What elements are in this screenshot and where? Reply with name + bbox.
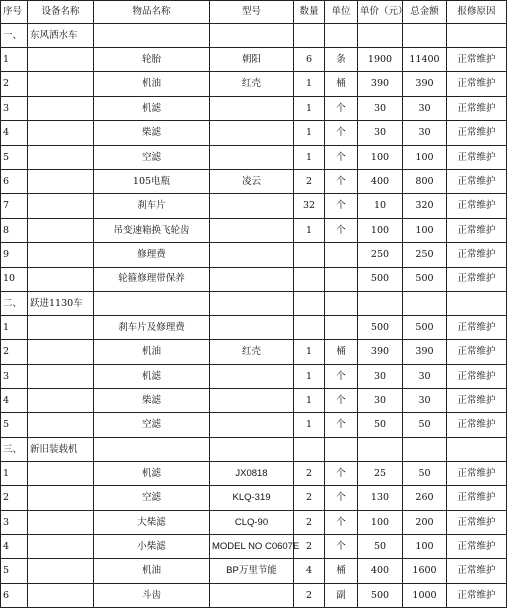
equipment-cell: [28, 364, 94, 388]
quantity-cell: 1: [294, 218, 325, 242]
item-name-cell: 刹车片: [94, 194, 210, 218]
item-name-cell: 修理费: [94, 243, 210, 267]
table-row: [1, 559, 507, 583]
item-name-cell: 机滤: [94, 461, 210, 485]
repair-reason-cell: 正常维护: [447, 535, 507, 559]
header-seq: 序号: [1, 1, 28, 24]
item-name-cell: 小柴滤: [94, 535, 210, 559]
model-cell: [210, 364, 294, 388]
empty-cell: [358, 24, 403, 48]
quantity-cell: [294, 267, 325, 291]
repair-reason-cell: 正常维护: [447, 510, 507, 534]
repair-reason-cell: 正常维护: [447, 583, 507, 607]
row-number: 5: [1, 413, 28, 437]
empty-cell: [447, 437, 507, 461]
quantity-cell: 1: [294, 145, 325, 169]
table-row: [1, 121, 507, 145]
row-number: 4: [1, 389, 28, 413]
unit-price-cell: 25: [358, 461, 403, 485]
model-cell: 红壳: [210, 72, 294, 96]
unit-cell: 副: [325, 583, 358, 607]
repair-reason-cell: 正常维护: [447, 413, 507, 437]
unit-price-cell: 10: [358, 194, 403, 218]
unit-cell: 桶: [325, 340, 358, 364]
unit-price-cell: 30: [358, 364, 403, 388]
item-name-cell: 105电瓶: [94, 169, 210, 193]
section-number: 二、: [1, 291, 28, 315]
row-number: 1: [1, 48, 28, 72]
unit-cell: 个: [325, 218, 358, 242]
unit-cell: 个: [325, 364, 358, 388]
empty-cell: [294, 291, 325, 315]
equipment-cell: [28, 194, 94, 218]
equipment-cell: [28, 413, 94, 437]
unit-price-cell: 400: [358, 169, 403, 193]
model-cell: [210, 413, 294, 437]
row-number: 2: [1, 72, 28, 96]
repair-reason-cell: 正常维护: [447, 72, 507, 96]
row-number: 3: [1, 510, 28, 534]
quantity-cell: 1: [294, 389, 325, 413]
total-amount-cell: 1600: [403, 559, 447, 583]
repair-reason-cell: 正常维护: [447, 486, 507, 510]
model-cell: [210, 389, 294, 413]
total-amount-cell: 1000: [403, 583, 447, 607]
repair-reason-cell: 正常维护: [447, 364, 507, 388]
table-row: [1, 364, 507, 388]
repair-reason-cell: 正常维护: [447, 145, 507, 169]
model-cell: [210, 145, 294, 169]
equipment-cell: [28, 583, 94, 607]
equipment-cell: [28, 510, 94, 534]
item-name-cell: 柴滤: [94, 121, 210, 145]
empty-cell: [94, 24, 210, 48]
model-cell: KLQ-319: [210, 486, 294, 510]
quantity-cell: 2: [294, 535, 325, 559]
row-number: 6: [1, 583, 28, 607]
empty-cell: [447, 291, 507, 315]
quantity-cell: 32: [294, 194, 325, 218]
total-amount-cell: 500: [403, 315, 447, 339]
total-amount-cell: 800: [403, 169, 447, 193]
equipment-cell: [28, 169, 94, 193]
repair-reason-cell: 正常维护: [447, 340, 507, 364]
quantity-cell: [294, 243, 325, 267]
unit-cell: 桶: [325, 72, 358, 96]
header-equipment: 设备名称: [28, 1, 94, 24]
item-name-cell: 机滤: [94, 364, 210, 388]
section-name: 东风洒水车: [28, 24, 94, 48]
quantity-cell: 1: [294, 121, 325, 145]
unit-price-cell: 400: [358, 559, 403, 583]
row-number: 7: [1, 194, 28, 218]
unit-cell: 个: [325, 169, 358, 193]
total-amount-cell: 30: [403, 364, 447, 388]
unit-cell: [325, 243, 358, 267]
total-amount-cell: 320: [403, 194, 447, 218]
unit-cell: 条: [325, 48, 358, 72]
quantity-cell: 2: [294, 583, 325, 607]
empty-cell: [210, 24, 294, 48]
model-cell: [210, 243, 294, 267]
unit-cell: 个: [325, 194, 358, 218]
total-amount-cell: 100: [403, 535, 447, 559]
header-model: 型号: [210, 1, 294, 24]
unit-price-cell: 130: [358, 486, 403, 510]
quantity-cell: 1: [294, 72, 325, 96]
unit-cell: 个: [325, 486, 358, 510]
model-cell: 朝阳: [210, 48, 294, 72]
repair-reason-cell: 正常维护: [447, 218, 507, 242]
header-qty: 数量: [294, 1, 325, 24]
repair-reason-cell: 正常维护: [447, 243, 507, 267]
model-cell: [210, 583, 294, 607]
total-amount-cell: 390: [403, 340, 447, 364]
header-unit: 单位: [325, 1, 358, 24]
unit-price-cell: 1900: [358, 48, 403, 72]
quantity-cell: 1: [294, 96, 325, 120]
row-number: 5: [1, 145, 28, 169]
empty-cell: [94, 291, 210, 315]
repair-reason-cell: 正常维护: [447, 559, 507, 583]
row-number: 8: [1, 218, 28, 242]
total-amount-cell: 100: [403, 145, 447, 169]
header-price: 单价（元）: [358, 1, 403, 24]
quantity-cell: 1: [294, 340, 325, 364]
empty-cell: [94, 437, 210, 461]
row-number: 10: [1, 267, 28, 291]
unit-price-cell: 30: [358, 389, 403, 413]
item-name-cell: 柴滤: [94, 389, 210, 413]
total-amount-cell: 200: [403, 510, 447, 534]
table-row: [1, 72, 507, 96]
quantity-cell: 1: [294, 364, 325, 388]
table-row: [1, 413, 507, 437]
item-name-cell: 机油: [94, 72, 210, 96]
repair-reason-cell: 正常维护: [447, 461, 507, 485]
item-name-cell: 轮箍修理带保养: [94, 267, 210, 291]
unit-cell: 个: [325, 121, 358, 145]
item-name-cell: 斗齿: [94, 583, 210, 607]
quantity-cell: 2: [294, 486, 325, 510]
total-amount-cell: 50: [403, 413, 447, 437]
repair-reason-cell: 正常维护: [447, 96, 507, 120]
empty-cell: [403, 437, 447, 461]
row-number: 5: [1, 559, 28, 583]
repair-reason-cell: 正常维护: [447, 48, 507, 72]
equipment-cell: [28, 267, 94, 291]
model-cell: [210, 121, 294, 145]
model-cell: [210, 96, 294, 120]
item-name-cell: 空滤: [94, 145, 210, 169]
repair-reason-cell: 正常维护: [447, 194, 507, 218]
table-row: [1, 389, 507, 413]
section-row: [1, 24, 507, 48]
unit-price-cell: 500: [358, 267, 403, 291]
unit-price-cell: 100: [358, 145, 403, 169]
row-number: 9: [1, 243, 28, 267]
total-amount-cell: 30: [403, 121, 447, 145]
empty-cell: [325, 291, 358, 315]
row-number: 2: [1, 486, 28, 510]
model-cell: CLQ-90: [210, 510, 294, 534]
equipment-cell: [28, 461, 94, 485]
total-amount-cell: 11400: [403, 48, 447, 72]
item-name-cell: 机滤: [94, 96, 210, 120]
row-number: 1: [1, 315, 28, 339]
empty-cell: [325, 24, 358, 48]
empty-cell: [210, 291, 294, 315]
equipment-cell: [28, 486, 94, 510]
equipment-cell: [28, 535, 94, 559]
section-row: [1, 291, 507, 315]
empty-cell: [358, 437, 403, 461]
table-row: [1, 315, 507, 339]
table-row: [1, 510, 507, 534]
empty-cell: [294, 437, 325, 461]
item-name-cell: 机油: [94, 340, 210, 364]
repair-reason-cell: 正常维护: [447, 315, 507, 339]
repair-reason-cell: 正常维护: [447, 267, 507, 291]
empty-cell: [325, 437, 358, 461]
row-number: 3: [1, 364, 28, 388]
unit-cell: 个: [325, 535, 358, 559]
equipment-cell: [28, 315, 94, 339]
section-name: 新旧装载机: [28, 437, 94, 461]
unit-price-cell: 30: [358, 96, 403, 120]
model-cell: [210, 315, 294, 339]
header-item: 物品名称: [94, 1, 210, 24]
empty-cell: [210, 437, 294, 461]
item-name-cell: 机油: [94, 559, 210, 583]
equipment-cell: [28, 389, 94, 413]
unit-price-cell: 30: [358, 121, 403, 145]
model-cell: [210, 218, 294, 242]
item-name-cell: 空滤: [94, 486, 210, 510]
unit-cell: [325, 267, 358, 291]
table-row: [1, 340, 507, 364]
table-row: [1, 218, 507, 242]
total-amount-cell: 30: [403, 389, 447, 413]
unit-price-cell: 500: [358, 315, 403, 339]
total-amount-cell: 100: [403, 218, 447, 242]
empty-cell: [403, 24, 447, 48]
quantity-cell: 2: [294, 461, 325, 485]
row-number: 4: [1, 535, 28, 559]
equipment-cell: [28, 48, 94, 72]
section-row: [1, 437, 507, 461]
section-number: 三、: [1, 437, 28, 461]
table-row: [1, 267, 507, 291]
total-amount-cell: 500: [403, 267, 447, 291]
unit-price-cell: 390: [358, 72, 403, 96]
row-number: 4: [1, 121, 28, 145]
unit-cell: 个: [325, 389, 358, 413]
header-total: 总金额: [403, 1, 447, 24]
equipment-cell: [28, 121, 94, 145]
unit-cell: [325, 315, 358, 339]
model-cell: BP万里节能: [210, 559, 294, 583]
equipment-cell: [28, 218, 94, 242]
unit-price-cell: 500: [358, 583, 403, 607]
total-amount-cell: 30: [403, 96, 447, 120]
unit-price-cell: 50: [358, 535, 403, 559]
quantity-cell: 1: [294, 413, 325, 437]
section-name: 跃进1130车: [28, 291, 94, 315]
unit-cell: 桶: [325, 559, 358, 583]
empty-cell: [403, 291, 447, 315]
header-row: [1, 1, 507, 24]
total-amount-cell: 390: [403, 72, 447, 96]
repair-reason-cell: 正常维护: [447, 121, 507, 145]
quantity-cell: 2: [294, 510, 325, 534]
row-number: 6: [1, 169, 28, 193]
total-amount-cell: 260: [403, 486, 447, 510]
table-row: [1, 48, 507, 72]
equipment-cell: [28, 96, 94, 120]
unit-price-cell: 50: [358, 413, 403, 437]
model-cell: MODEL NO C0607E: [210, 535, 294, 559]
model-cell: 红壳: [210, 340, 294, 364]
equipment-cell: [28, 243, 94, 267]
total-amount-cell: 50: [403, 461, 447, 485]
unit-cell: 个: [325, 510, 358, 534]
row-number: 1: [1, 461, 28, 485]
quantity-cell: 4: [294, 559, 325, 583]
equipment-cell: [28, 340, 94, 364]
total-amount-cell: 250: [403, 243, 447, 267]
equipment-cell: [28, 559, 94, 583]
unit-cell: 个: [325, 145, 358, 169]
unit-cell: 个: [325, 461, 358, 485]
header-reason: 报修原因: [447, 1, 507, 24]
table-row: [1, 535, 507, 559]
quantity-cell: [294, 315, 325, 339]
item-name-cell: 刹车片及修理费: [94, 315, 210, 339]
table-row: [1, 583, 507, 607]
table-row: [1, 194, 507, 218]
model-cell: JX0818: [210, 461, 294, 485]
item-name-cell: 吊变速箱换飞轮齿: [94, 218, 210, 242]
empty-cell: [447, 24, 507, 48]
empty-cell: [294, 24, 325, 48]
table-row: [1, 486, 507, 510]
repair-reason-cell: 正常维护: [447, 389, 507, 413]
item-name-cell: 空滤: [94, 413, 210, 437]
equipment-cell: [28, 72, 94, 96]
model-cell: [210, 194, 294, 218]
unit-price-cell: 250: [358, 243, 403, 267]
item-name-cell: 大柴滤: [94, 510, 210, 534]
model-cell: [210, 267, 294, 291]
table-row: [1, 96, 507, 120]
repair-reason-cell: 正常维护: [447, 169, 507, 193]
quantity-cell: 6: [294, 48, 325, 72]
section-number: 一、: [1, 24, 28, 48]
unit-price-cell: 100: [358, 510, 403, 534]
table-row: [1, 145, 507, 169]
table-row: [1, 461, 507, 485]
empty-cell: [358, 291, 403, 315]
table-row: [1, 169, 507, 193]
unit-cell: 个: [325, 96, 358, 120]
row-number: 3: [1, 96, 28, 120]
table-row: [1, 243, 507, 267]
row-number: 2: [1, 340, 28, 364]
unit-price-cell: 100: [358, 218, 403, 242]
unit-price-cell: 390: [358, 340, 403, 364]
unit-cell: 个: [325, 413, 358, 437]
item-name-cell: 轮胎: [94, 48, 210, 72]
model-cell: 凌云: [210, 169, 294, 193]
quantity-cell: 2: [294, 169, 325, 193]
equipment-cell: [28, 145, 94, 169]
